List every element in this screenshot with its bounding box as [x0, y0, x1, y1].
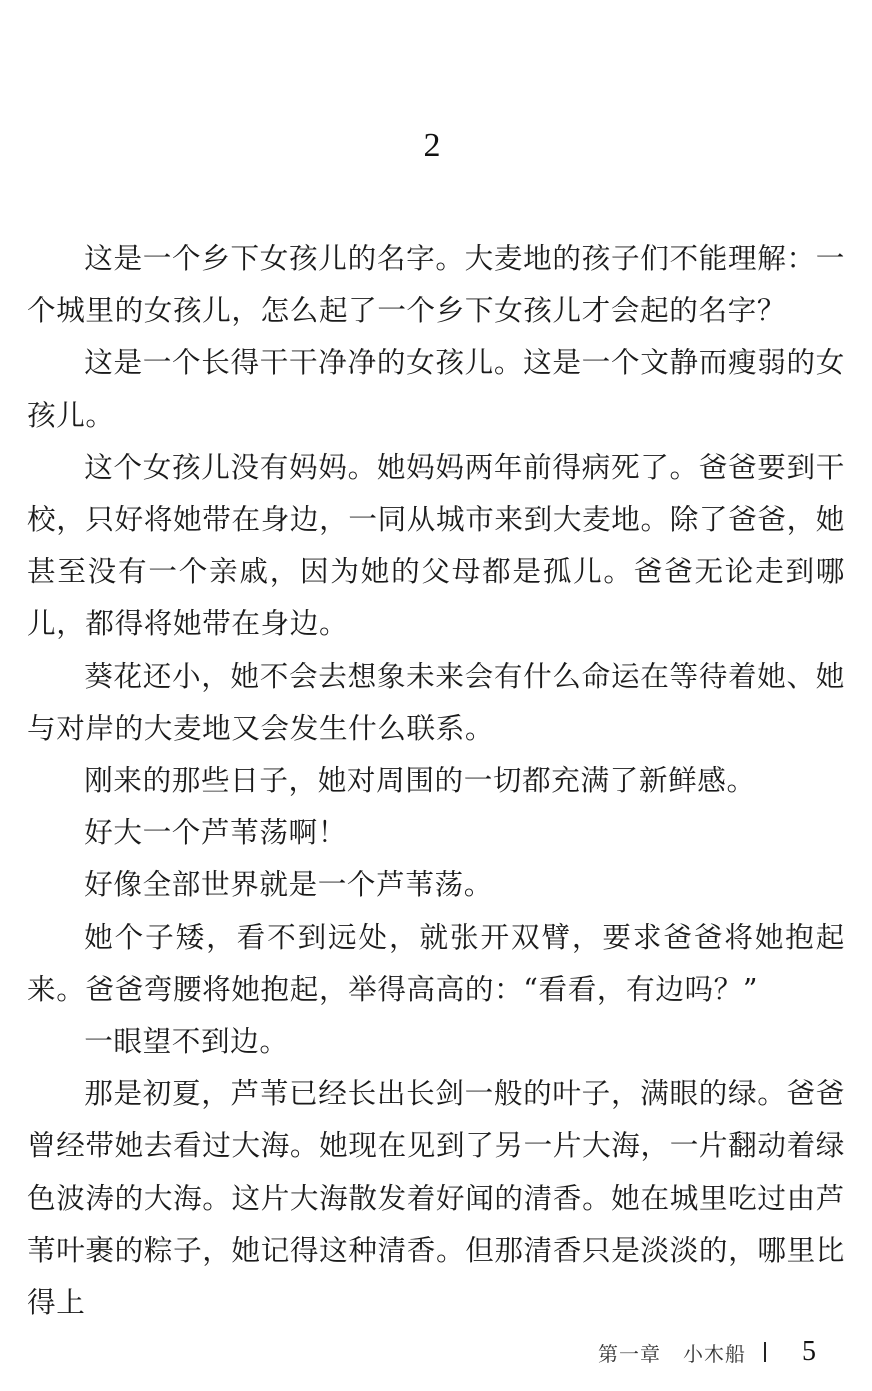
chapter-title: 小木船 — [683, 1341, 746, 1366]
page-footer — [598, 1332, 816, 1372]
paragraph: 那是初夏，芦苇已经长出长剑一般的叶子，满眼的绿。爸爸曾经带她去看过大海。她现在见到了另一片大海，一片翻动着绿色波涛的大海。这片大海散发着好闻的清香。她在城里吃过由芦苇叶裹的粽子，她记得这种清香。但那清香只是淡淡的，哪里比得上 — [27, 1076, 845, 1320]
paragraph: 她个子矮，看不到远处，就张开双臂，要求爸爸将她抱起来。爸爸弯腰将她抱起，举得高高的：“看看，有边吗？” — [27, 919, 845, 1006]
paragraph: 葵花还小，她不会去想象未来会有什么命运在等待着她、她与对岸的大麦地又会发生什么联系。 — [27, 658, 845, 745]
paragraph: 好像全部世界就是一个芦苇荡。 — [84, 867, 493, 902]
paragraph: 这个女孩儿没有妈妈。她妈妈两年前得病死了。爸爸要到干校，只好将她带在身边，一同从城市来到大麦地。除了爸爸，她甚至没有一个亲戚，因为她的父母都是孤儿。爸爸无论走到哪儿，都得将她带在身边。 — [27, 449, 845, 641]
body-text — [27, 232, 845, 1328]
paragraph: 好大一个芦苇荡啊！ — [84, 815, 347, 850]
paragraph: 刚来的那些日子，她对周围的一切都充满了新鲜感。 — [84, 763, 756, 798]
footer-divider — [764, 1342, 766, 1362]
chapter-label: 第一章 — [598, 1341, 661, 1366]
paragraph: 一眼望不到边。 — [84, 1024, 289, 1059]
section-number: 2 — [423, 127, 441, 164]
paragraph: 这是一个长得干干净净的女孩儿。这是一个文静而瘦弱的女孩儿。 — [27, 345, 845, 432]
paragraph: 这是一个乡下女孩儿的名字。大麦地的孩子们不能理解：一个城里的女孩儿，怎么起了一个乡下女孩儿才会起的名字？ — [27, 241, 845, 328]
page-number: 5 — [802, 1336, 816, 1367]
